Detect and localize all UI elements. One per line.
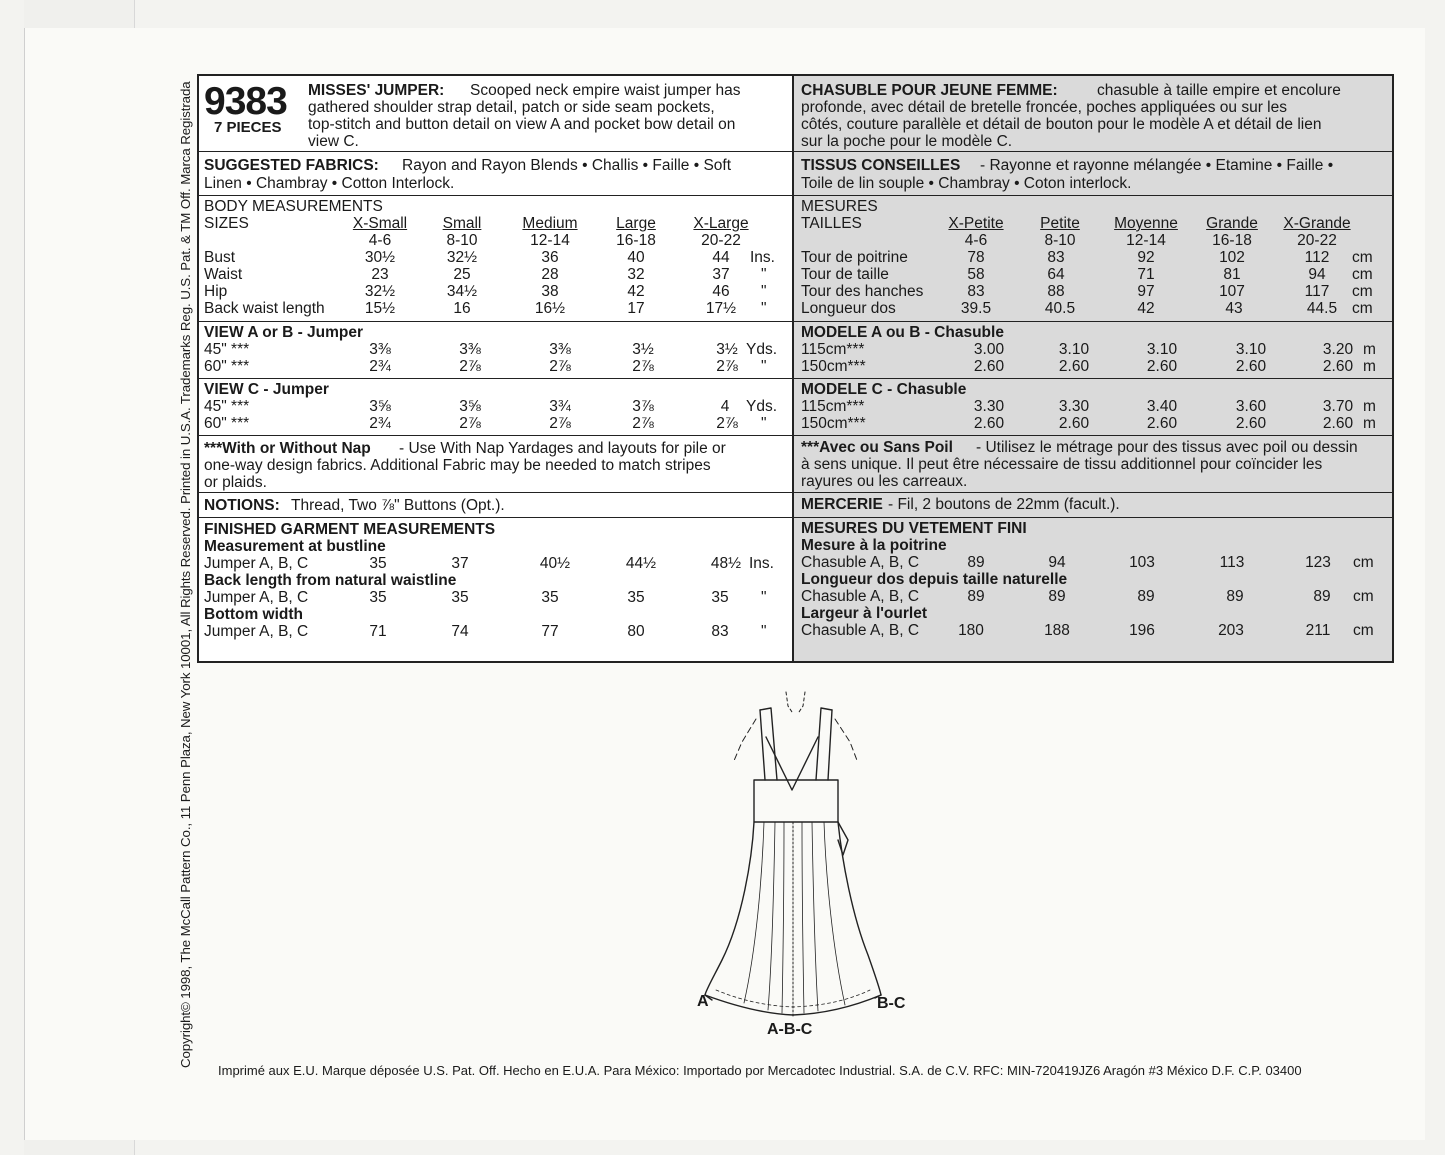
fr-cell: 107 xyxy=(1219,283,1245,300)
en-size-name: Small xyxy=(442,215,482,232)
en-notions-label: NOTIONS: xyxy=(204,497,280,514)
en-unit: " xyxy=(761,589,767,606)
en-size-name: X-Small xyxy=(352,215,408,232)
en-cell: 71 xyxy=(369,623,387,640)
en-cell: 77 xyxy=(541,623,559,640)
en-row-label: Jumper A, B, C xyxy=(204,589,309,606)
fr-row-label: Longueur dos xyxy=(801,300,896,317)
en-cell: 44 xyxy=(712,249,730,266)
label-view-bc: B-C xyxy=(877,995,906,1012)
fr-cell: 2.60 xyxy=(1146,358,1178,375)
rule-notions xyxy=(197,517,1392,518)
en-unit: " xyxy=(761,266,767,283)
en-unit: Yds. xyxy=(746,398,778,415)
en-cell: 2⅞ xyxy=(632,415,654,432)
fr-cell: 78 xyxy=(967,249,985,266)
en-cell: 3⅜ xyxy=(549,341,571,358)
en-cell: 2⅞ xyxy=(632,358,654,375)
fr-cell: 112 xyxy=(1304,249,1330,266)
label-view-abc: A-B-C xyxy=(767,1021,813,1038)
fr-cell: 3.10 xyxy=(1058,341,1090,358)
en-viewc-title: VIEW C - Jumper xyxy=(204,381,329,398)
en-notions-text: Thread, Two ⅞" Buttons (Opt.). xyxy=(291,497,505,514)
en-unit: Ins. xyxy=(750,249,775,266)
rule-nap xyxy=(197,492,1392,493)
fr-cell: 42 xyxy=(1137,300,1155,317)
fr-cell: 3.10 xyxy=(1146,341,1178,358)
rule-viewab xyxy=(197,378,1392,379)
fr-fabrics-label: TISSUS CONSEILLES xyxy=(801,157,961,174)
en-cell: 48½ xyxy=(710,555,742,572)
fr-cell: 64 xyxy=(1047,266,1065,283)
en-fabrics-text: Rayon and Rayon Blends • Challis • Faille • Soft xyxy=(402,157,732,174)
en-cell: 44½ xyxy=(625,555,657,572)
en-cell: 17½ xyxy=(705,300,737,317)
fr-cell: 89 xyxy=(1226,588,1244,605)
en-cell: 34½ xyxy=(446,283,478,300)
en-cell: 16½ xyxy=(534,300,566,317)
fr-fabrics-text: Toile de lin souple • Chambray • Coton interlock. xyxy=(801,175,1132,192)
fr-row-label: Tour de taille xyxy=(801,266,889,283)
fr-desc-line: côtés, couture parallèle et détail de bouton pour le modèle A et détail de lien xyxy=(801,116,1322,133)
en-title: MISSES' JUMPER: xyxy=(308,82,445,99)
fr-row-label: 115cm*** xyxy=(801,398,865,415)
fr-sizes-label: TAILLES xyxy=(801,215,862,232)
fr-unit: m xyxy=(1363,341,1376,358)
en-row-label: Back waist length xyxy=(204,300,325,317)
rule-viewc xyxy=(197,435,1392,436)
en-cell: 37 xyxy=(712,266,730,283)
en-nap-label: ***With or Without Nap xyxy=(204,440,371,457)
fr-cell: 103 xyxy=(1129,554,1155,571)
fr-cell: 3.40 xyxy=(1146,398,1178,415)
fr-body-title: MESURES xyxy=(801,198,878,215)
en-cell: 2¾ xyxy=(369,358,391,375)
fr-cell: 2.60 xyxy=(973,358,1005,375)
en-unit: " xyxy=(761,415,767,432)
en-unit: " xyxy=(761,623,767,640)
pieces-count: 7 PIECES xyxy=(214,119,282,136)
en-cell: 35 xyxy=(711,589,729,606)
en-cell: 36 xyxy=(541,249,559,266)
fr-cell: 203 xyxy=(1218,622,1244,639)
en-cell: 3⅝ xyxy=(459,398,481,415)
copyright-line: Copyright© 1998, The McCall Pattern Co., 11 Penn Plaza, New York 10001, All Rights Reserved. Printed in U.S.A. Trademarks Reg. U.S. Pat. & TM Off. Marca Registrada xyxy=(178,81,193,1068)
en-cell: 35 xyxy=(627,589,645,606)
fr-cell: 83 xyxy=(967,283,985,300)
en-cell: 17 xyxy=(627,300,645,317)
fr-unit: cm xyxy=(1352,249,1373,266)
fr-size-range: 16-18 xyxy=(1212,232,1252,249)
fr-cell: 2.60 xyxy=(1235,358,1267,375)
en-row-label: Jumper A, B, C xyxy=(204,555,309,572)
en-cell: 2⅞ xyxy=(459,415,481,432)
fr-nap-label: ***Avec ou Sans Poil xyxy=(801,439,953,456)
en-cell: 23 xyxy=(371,266,389,283)
fr-group-head: Largeur à l'ourlet xyxy=(801,605,927,622)
en-body-title: BODY MEASUREMENTS xyxy=(204,198,383,215)
en-cell: 3⅞ xyxy=(632,398,654,415)
fr-cell: 2.60 xyxy=(1322,415,1354,432)
en-group-head: Bottom width xyxy=(204,606,304,623)
en-size-range: 16-18 xyxy=(616,232,656,249)
fr-finished-title: MESURES DU VETEMENT FINI xyxy=(801,520,1027,537)
fr-cell: 94 xyxy=(1308,266,1326,283)
en-group-head: Back length from natural waistline xyxy=(204,572,457,589)
fr-cell: 117 xyxy=(1304,283,1330,300)
fr-nap-text: à sens unique. Il peut être nécessaire de tissu additionnel pour coïncider les xyxy=(801,456,1323,473)
fr-desc-line: profonde, avec détail de bretelle froncée, poches appliquées ou sur les xyxy=(801,99,1287,116)
en-size-name: X-Large xyxy=(693,215,749,232)
en-row-label: Waist xyxy=(204,266,243,283)
fr-cell: 123 xyxy=(1305,554,1331,571)
en-cell: 2⅞ xyxy=(549,415,571,432)
en-cell: 4 xyxy=(720,398,730,415)
en-cell: 42 xyxy=(627,283,645,300)
fr-nap-text: - Utilisez le métrage pour des tissus avec poil ou dessin xyxy=(976,439,1358,456)
en-row-label: Jumper A, B, C xyxy=(204,623,309,640)
rule-fabrics xyxy=(197,195,1392,196)
en-cell: 16 xyxy=(453,300,471,317)
en-cell: 28 xyxy=(541,266,559,283)
en-size-name: Large xyxy=(616,215,656,232)
fr-viewab-title: MODELE A ou B - Chasuble xyxy=(801,324,1004,341)
fr-row-label: Tour de poitrine xyxy=(801,249,908,266)
fr-viewc-title: MODELE C - Chasuble xyxy=(801,381,967,398)
en-size-range: 8-10 xyxy=(446,232,478,249)
en-size-range: 12-14 xyxy=(530,232,570,249)
en-cell: 3¾ xyxy=(549,398,571,415)
fr-row-label: Chasuble A, B, C xyxy=(801,622,920,639)
en-row-label: 60" *** xyxy=(204,415,250,432)
fr-cell: 89 xyxy=(1137,588,1155,605)
fr-unit: cm xyxy=(1353,622,1374,639)
fr-unit: cm xyxy=(1352,283,1373,300)
en-sizes-label: SIZES xyxy=(204,215,249,232)
fr-cell: 89 xyxy=(967,588,985,605)
en-cell: 3⅝ xyxy=(369,398,391,415)
en-desc-line: view C. xyxy=(308,133,359,150)
fr-cell: 188 xyxy=(1044,622,1070,639)
en-cell: 32½ xyxy=(364,283,396,300)
fr-row-label: Chasuble A, B, C xyxy=(801,588,920,605)
en-cell: 46 xyxy=(712,283,730,300)
fr-cell: 88 xyxy=(1047,283,1065,300)
en-size-range: 4-6 xyxy=(368,232,392,249)
fr-row-label: 150cm*** xyxy=(801,358,866,375)
en-cell: 2¾ xyxy=(369,415,391,432)
fr-cell: 39.5 xyxy=(960,300,992,317)
en-cell: 25 xyxy=(453,266,471,283)
en-cell: 35 xyxy=(369,555,387,572)
fr-row-label: 115cm*** xyxy=(801,341,865,358)
en-cell: 2⅞ xyxy=(459,358,481,375)
fr-cell: 3.60 xyxy=(1235,398,1267,415)
en-nap-text: - Use With Nap Yardages and layouts for pile or xyxy=(399,440,726,457)
fr-cell: 3.30 xyxy=(973,398,1005,415)
fr-cell: 196 xyxy=(1129,622,1155,639)
en-row-label: 45" *** xyxy=(204,398,250,415)
en-row-label: Hip xyxy=(204,283,228,300)
en-cell: 83 xyxy=(711,623,729,640)
fr-cell: 81 xyxy=(1223,266,1241,283)
en-finished-title: FINISHED GARMENT MEASUREMENTS xyxy=(204,521,496,538)
en-cell: 2⅞ xyxy=(716,415,738,432)
fr-unit: cm xyxy=(1353,588,1374,605)
en-group-head: Measurement at bustline xyxy=(204,538,386,555)
fr-cell: 2.60 xyxy=(1058,358,1090,375)
fr-cell: 97 xyxy=(1137,283,1155,300)
en-cell: 40 xyxy=(627,249,645,266)
label-view-a: A xyxy=(697,993,709,1010)
fr-notions-label: MERCERIE xyxy=(801,496,883,513)
en-row-label: Bust xyxy=(204,249,236,266)
en-cell: 37 xyxy=(451,555,469,572)
en-unit: Yds. xyxy=(746,341,778,358)
en-cell: 40½ xyxy=(539,555,571,572)
en-cell: 35 xyxy=(451,589,469,606)
en-cell: 80 xyxy=(627,623,645,640)
fr-size-name: Grande xyxy=(1206,215,1258,232)
fr-cell: 83 xyxy=(1047,249,1065,266)
fr-desc-line: sur la poche pour le modèle C. xyxy=(801,133,1013,150)
en-nap-text: or plaids. xyxy=(204,474,267,491)
en-cell: 2⅞ xyxy=(549,358,571,375)
en-cell: 38 xyxy=(541,283,559,300)
en-desc-line: Scooped neck empire waist jumper has xyxy=(470,82,741,99)
en-size-range: 20-22 xyxy=(701,232,741,249)
en-cell: 32 xyxy=(627,266,645,283)
en-viewab-title: VIEW A or B - Jumper xyxy=(204,324,364,341)
fr-size-range: 4-6 xyxy=(964,232,988,249)
fr-notions-text: - Fil, 2 boutons de 22mm (facult.). xyxy=(888,496,1120,513)
fr-size-range: 20-22 xyxy=(1297,232,1337,249)
en-cell: 3⅜ xyxy=(459,341,481,358)
fr-cell: 58 xyxy=(967,266,985,283)
fr-group-head: Mesure à la poitrine xyxy=(801,537,947,554)
en-unit: " xyxy=(761,300,767,317)
fr-size-range: 8-10 xyxy=(1044,232,1076,249)
fr-size-name: X-Petite xyxy=(948,215,1004,232)
en-unit: " xyxy=(761,283,767,300)
fr-cell: 43 xyxy=(1225,300,1243,317)
fr-cell: 44.5 xyxy=(1306,300,1338,317)
fr-unit: m xyxy=(1363,398,1376,415)
fr-title: CHASUBLE POUR JEUNE FEMME: xyxy=(801,82,1058,99)
fr-cell: 71 xyxy=(1137,266,1155,283)
fr-cell: 3.30 xyxy=(1058,398,1090,415)
en-cell: 3½ xyxy=(716,341,738,358)
fr-cell: 92 xyxy=(1137,249,1155,266)
en-row-label: 60" *** xyxy=(204,358,250,375)
rule-body xyxy=(197,321,1392,322)
en-cell: 3½ xyxy=(632,341,654,358)
fr-cell: 180 xyxy=(958,622,984,639)
fr-unit: cm xyxy=(1352,266,1373,283)
fr-cell: 211 xyxy=(1305,622,1331,639)
fr-size-range: 12-14 xyxy=(1126,232,1166,249)
en-cell: 32½ xyxy=(446,249,478,266)
fr-row-label: Tour des hanches xyxy=(801,283,924,300)
en-cell: 2⅞ xyxy=(716,358,738,375)
fr-cell: 2.60 xyxy=(1146,415,1178,432)
fr-desc-line: chasuble à taille empire et encolure xyxy=(1097,82,1341,99)
en-unit: " xyxy=(761,358,767,375)
fr-cell: 3.20 xyxy=(1322,341,1354,358)
fr-cell: 3.70 xyxy=(1322,398,1354,415)
fr-size-name: Petite xyxy=(1040,215,1080,232)
fr-cell: 3.00 xyxy=(973,341,1005,358)
fr-unit: cm xyxy=(1353,554,1374,571)
fr-cell: 2.60 xyxy=(1322,358,1354,375)
fr-unit: m xyxy=(1363,415,1376,432)
en-nap-text: one-way design fabrics. Additional Fabric may be needed to match stripes xyxy=(204,457,711,474)
fr-cell: 2.60 xyxy=(1235,415,1267,432)
en-fabrics-text: Linen • Chambray • Cotton Interlock. xyxy=(204,175,455,192)
fr-cell: 2.60 xyxy=(973,415,1005,432)
en-row-label: 45" *** xyxy=(204,341,250,358)
en-desc-line: top-stitch and button detail on view A and pocket bow detail on xyxy=(308,116,736,133)
en-cell: 3⅜ xyxy=(369,341,391,358)
fr-cell: 94 xyxy=(1048,554,1066,571)
en-unit: Ins. xyxy=(749,555,774,572)
fr-group-head: Longueur dos depuis taille naturelle xyxy=(801,571,1068,588)
import-footer: Imprimé aux E.U. Marque déposée U.S. Pat. Off. Hecho en E.U.A. Para México: Importado por Mercadotec Industrial. S.A. de C.V. RFC: MIN-720419JZ6 Aragón #3 México D.F. C.P. 03400 xyxy=(218,1063,1302,1078)
fr-cell: 3.10 xyxy=(1235,341,1267,358)
fr-fabrics-text: - Rayonne et rayonne mélangée • Etamine • Faille • xyxy=(980,157,1334,174)
fr-cell: 89 xyxy=(1048,588,1066,605)
en-cell: 15½ xyxy=(364,300,396,317)
fr-cell: 40.5 xyxy=(1044,300,1076,317)
en-desc-line: gathered shoulder strap detail, patch or side seam pockets, xyxy=(308,99,715,116)
fr-size-name: X-Grande xyxy=(1283,215,1351,232)
fr-row-label: Chasuble A, B, C xyxy=(801,554,920,571)
fr-row-label: 150cm*** xyxy=(801,415,866,432)
fr-cell: 102 xyxy=(1219,249,1245,266)
fr-unit: m xyxy=(1363,358,1376,375)
fr-size-name: Moyenne xyxy=(1114,215,1178,232)
en-fabrics-label: SUGGESTED FABRICS: xyxy=(204,157,379,174)
en-cell: 35 xyxy=(369,589,387,606)
fr-cell: 89 xyxy=(967,554,985,571)
en-cell: 35 xyxy=(541,589,559,606)
fr-unit: cm xyxy=(1352,300,1373,317)
en-cell: 74 xyxy=(451,623,469,640)
rule-header xyxy=(197,151,1392,152)
fr-nap-text: rayures ou les carreaux. xyxy=(801,473,968,490)
fr-cell: 89 xyxy=(1313,588,1331,605)
en-size-name: Medium xyxy=(522,215,578,232)
fr-cell: 2.60 xyxy=(1058,415,1090,432)
en-cell: 30½ xyxy=(364,249,396,266)
fr-cell: 113 xyxy=(1219,554,1245,571)
pattern-number: 9383 xyxy=(204,80,287,123)
